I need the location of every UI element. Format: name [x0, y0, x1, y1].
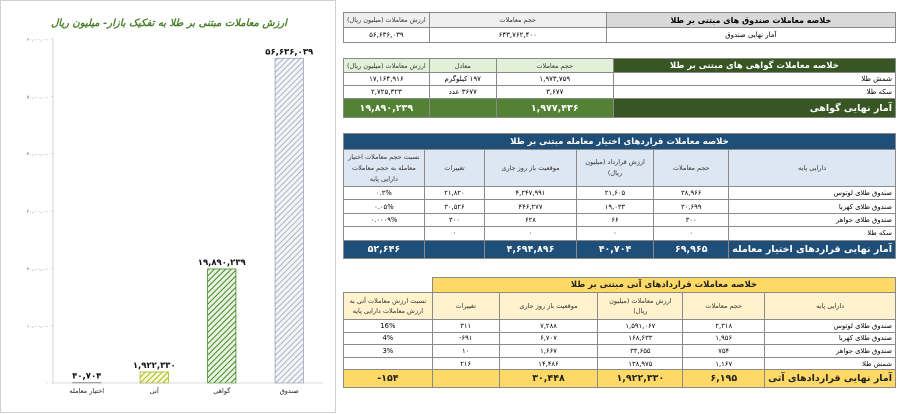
fund-col-volume: حجم معاملات — [429, 13, 606, 28]
options-asset: صندوق طلای لوتوس — [729, 187, 896, 200]
y-tick-label: ۰ — [46, 382, 49, 387]
futures-title: خلاصه معاملات قراردادهای آتی مبتنی بر طلا — [432, 278, 895, 293]
options-asset: صندوق طلای جواهر — [729, 213, 896, 226]
options-ratio: ۰.۰۰۰۹% — [344, 213, 425, 226]
x-tick-label: گواهی — [213, 387, 231, 395]
options-total-value: ۴۰,۷۰۴ — [576, 240, 653, 258]
cert-equiv: ۳۶۷۷ عدد — [429, 86, 496, 99]
futures-ratio — [344, 357, 433, 370]
options-col-volume: حجم معاملات — [654, 150, 729, 187]
futures-ratio: 16% — [344, 320, 433, 333]
futures-volume: ۱,۱۶۷ — [683, 357, 765, 370]
data-label: ۵۶,۶۳۶,۰۳۹ — [265, 47, 314, 58]
options-total-change: ۵۲,۶۴۶ — [344, 240, 425, 258]
futures-change: ۳۱۱ — [432, 320, 499, 333]
chart-title: ارزش معاملات مبتنی بر طلا به تفکیک بازار- میلیون ریال — [51, 18, 287, 29]
options-value: ۱۹,۰۳۳ — [576, 200, 653, 213]
x-tick-label: اختیار معامله — [69, 387, 105, 395]
options-total-volume: ۶۹,۹۶۵ — [654, 240, 729, 258]
options-summary-table — [343, 133, 896, 259]
cert-title: خلاصه معاملات گواهی های مبتنی بر طلا — [613, 59, 895, 73]
options-change: ۳۰,۵۲۶ — [424, 200, 484, 213]
options-volume: ۳۸,۹۶۶ — [654, 187, 729, 200]
fund-col-value: ارزش معاملات (میلیون ریال) — [344, 13, 430, 28]
options-col-ratio: نسبت حجم معاملات اختیار معامله به حجم معاملات دارایی پایه — [344, 150, 425, 187]
futures-asset: صندوق طلای کهربا — [765, 332, 896, 345]
x-tick-label: صندوق — [279, 387, 299, 395]
certificate-summary-table — [343, 58, 896, 118]
cert-row-label: سکه طلا — [613, 86, 895, 99]
futures-open: ۷,۲۸۸ — [499, 320, 598, 333]
options-col-change: تغییرات — [424, 150, 484, 187]
futures-value: ۳۳,۶۵۵ — [598, 345, 683, 358]
options-change: ۲۱,۸۲۰ — [424, 187, 484, 200]
futures-asset: صندوق طلای جواهر — [765, 345, 896, 358]
options-total-label: آمار نهایی قراردهای اختیار معامله — [729, 240, 896, 258]
futures-total-label: آمار نهایی قراردادهای آتی — [765, 370, 896, 388]
options-ratio: ۰.۰۵% — [344, 200, 425, 213]
x-tick-label: آتی — [149, 387, 159, 395]
cert-total-value: ۱۹,۸۹۰,۲۳۹ — [344, 99, 430, 118]
options-volume: ۰ — [654, 227, 729, 240]
options-value: ۶۶ — [576, 213, 653, 226]
futures-open: ۱۴,۴۸۶ — [499, 357, 598, 370]
futures-ratio: 4% — [344, 332, 433, 345]
y-tick-label: ۳۰,۰۰۰,۰۰۰ — [26, 210, 49, 215]
options-col-value: ارزش قرارداد (میلیون ریال) — [576, 150, 653, 187]
options-total-blank — [424, 240, 484, 258]
futures-open: ۱,۶۶۷ — [499, 345, 598, 358]
futures-col-value: ارزش معاملات (میلیون ریال) — [598, 293, 683, 320]
cert-equiv: ۱۹۷ کیلوگرم — [429, 73, 496, 86]
options-ratio: ۰.۲% — [344, 187, 425, 200]
options-asset: سکه طلا — [729, 227, 896, 240]
y-tick-label: ۵۰,۰۰۰,۰۰۰ — [26, 95, 49, 101]
options-asset: صندوق طلای کهربا — [729, 200, 896, 213]
bar-chart — [1, 1, 337, 414]
cert-total-label: آمار نهایی گواهی — [613, 99, 895, 118]
futures-total-change: -۱۵۴ — [344, 370, 433, 388]
futures-col-change: تغییرات — [432, 293, 499, 320]
bars — [72, 47, 314, 383]
cert-col-equiv: معادل — [429, 59, 496, 73]
options-ratio — [344, 227, 425, 240]
y-tick-label: ۲۰,۰۰۰,۰۰۰ — [26, 267, 49, 273]
fund-volume: ۶۴۳,۷۶۲,۴۰۰ — [429, 28, 606, 43]
futures-col-open: موقعیت باز روز جاری — [499, 293, 598, 320]
data-label: ۱,۹۲۲,۳۳۰ — [132, 360, 176, 371]
x-axis — [53, 383, 323, 395]
futures-col-asset: دارایی پایه — [765, 293, 896, 320]
options-change: ۰ — [424, 227, 484, 240]
futures-change: ۲۱۶ — [432, 357, 499, 370]
bar — [140, 372, 168, 383]
futures-summary-table — [343, 277, 896, 388]
y-tick-label: ۴۰,۰۰۰,۰۰۰ — [26, 152, 49, 158]
futures-ratio: 3% — [344, 345, 433, 358]
futures-open: ۶,۷۰۷ — [499, 332, 598, 345]
cert-row-label: شمش طلا — [613, 73, 895, 86]
data-label: ۱۹,۸۹۰,۲۳۹ — [197, 257, 246, 268]
options-volume: ۳۰,۶۹۹ — [654, 200, 729, 213]
futures-value: ۱۶۸,۶۳۳ — [598, 332, 683, 345]
futures-total-blank — [432, 370, 499, 388]
cert-volume: ۳,۶۷۷ — [496, 86, 613, 99]
futures-col-ratio: نسبت ارزش معاملات آتی به ارزش معاملات دارایی پایه — [344, 293, 433, 320]
data-label: ۴۰,۷۰۴ — [72, 371, 102, 382]
fund-value: ۵۶,۶۳۶,۰۳۹ — [344, 28, 430, 43]
fund-summary-table — [343, 12, 896, 43]
futures-value: ۱,۵۹۱,۰۶۷ — [598, 320, 683, 333]
y-tick-label: ۱۰,۰۰۰,۰۰۰ — [26, 324, 49, 330]
futures-volume: ۱,۹۵۶ — [683, 332, 765, 345]
options-value: ۰ — [576, 227, 653, 240]
cert-total-blank — [429, 99, 496, 118]
futures-volume: ۷۵۴ — [683, 345, 765, 358]
futures-total-value: ۱,۹۲۲,۳۳۰ — [598, 370, 683, 388]
futures-value: ۱۳۸,۹۷۵ — [598, 357, 683, 370]
futures-volume: ۲,۳۱۸ — [683, 320, 765, 333]
cert-total-volume: ۱,۹۷۷,۴۳۶ — [496, 99, 613, 118]
futures-asset: شمش طلا — [765, 357, 896, 370]
futures-title-spacer — [344, 278, 433, 293]
futures-asset: صندوق طلای لوتوس — [765, 320, 896, 333]
cert-value: ۲,۷۲۵,۳۲۳ — [344, 86, 430, 99]
cert-col-volume: حجم معاملات — [496, 59, 613, 73]
options-title: خلاصه معاملات قراردهای اختیار معامله مبتنی بر طلا — [344, 134, 896, 150]
options-value: ۲۱,۶۰۵ — [576, 187, 653, 200]
fund-row-label: آمار نهایی صندوق — [606, 28, 895, 43]
options-change: ۳۰۰ — [424, 213, 484, 226]
options-total-open: ۴,۶۹۴,۸۹۶ — [485, 240, 577, 258]
options-col-open: موقعیت باز روز جاری — [485, 150, 577, 187]
cert-col-value: ارزش معاملات (میلیون ریال) — [344, 59, 430, 73]
cert-volume: ۱,۹۷۳,۷۵۹ — [496, 73, 613, 86]
options-col-asset: دارایی پایه — [729, 150, 896, 187]
futures-change: ۱۰ — [432, 345, 499, 358]
options-volume: ۳۰۰ — [654, 213, 729, 226]
y-tick-label: ۶۰,۰۰۰,۰۰۰ — [26, 38, 49, 43]
options-open: ۰ — [485, 227, 577, 240]
options-open: ۴,۲۴۷,۹۹۱ — [485, 187, 577, 200]
y-axis — [27, 38, 53, 387]
options-open: ۶۲۸ — [485, 213, 577, 226]
options-open: ۴۴۶,۲۷۷ — [485, 200, 577, 213]
bar — [208, 269, 236, 383]
bar — [275, 58, 303, 383]
futures-change: -۶۹۱ — [432, 332, 499, 345]
futures-total-open: ۳۰,۴۴۸ — [499, 370, 598, 388]
cert-value: ۱۷,۱۶۴,۹۱۶ — [344, 73, 430, 86]
futures-col-volume: حجم معاملات — [683, 293, 765, 320]
chart-panel — [0, 0, 336, 413]
fund-title: خلاصه معاملات صندوق های مبتنی بر طلا — [606, 13, 895, 28]
futures-total-volume: ۶,۱۹۵ — [683, 370, 765, 388]
